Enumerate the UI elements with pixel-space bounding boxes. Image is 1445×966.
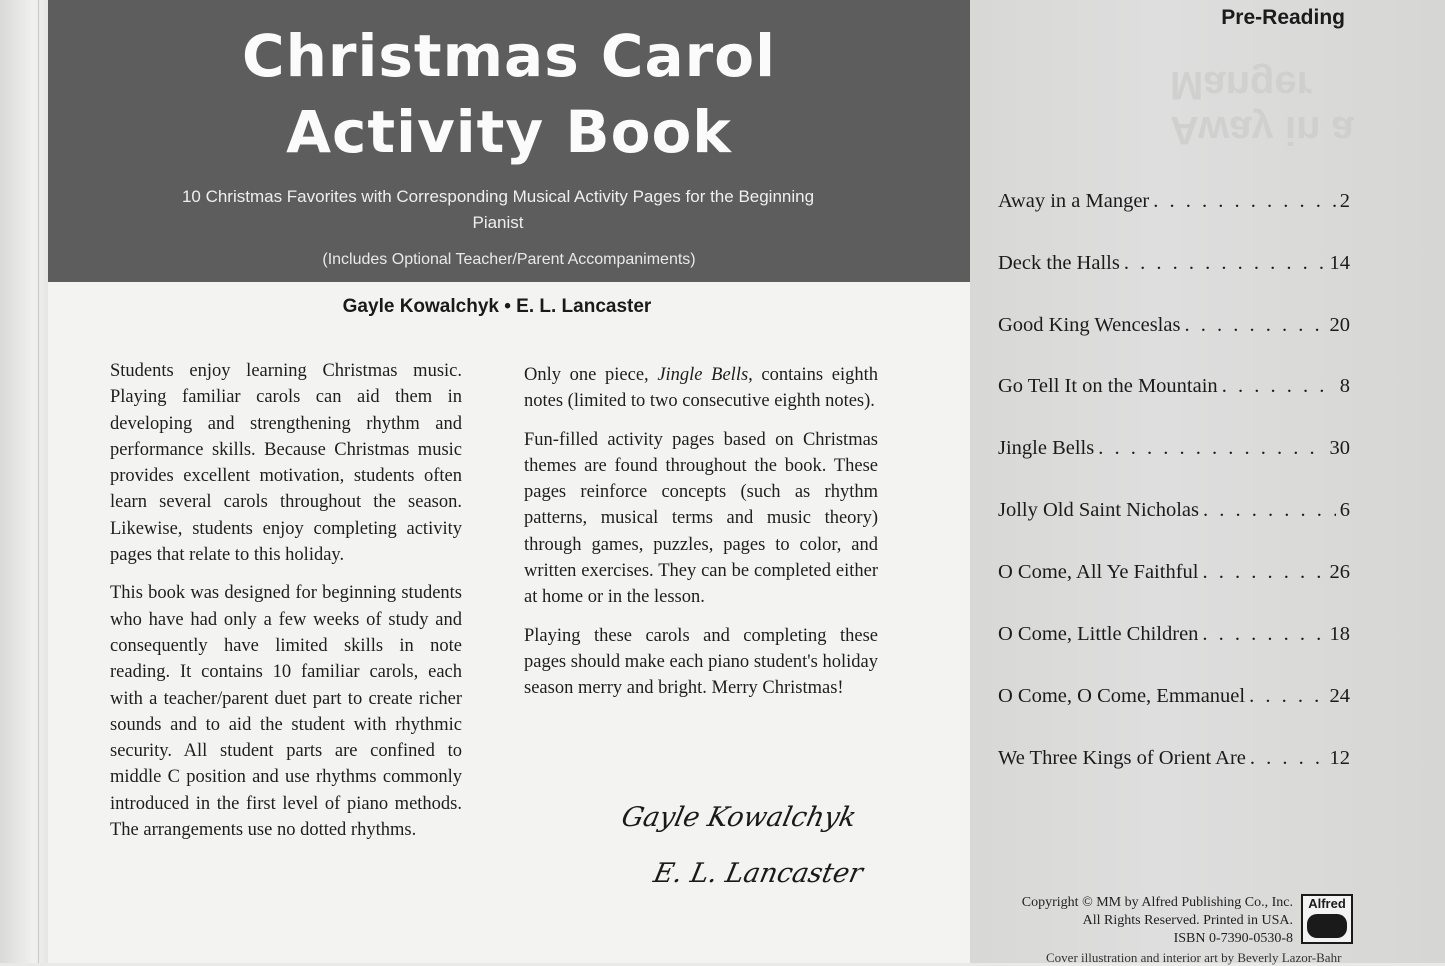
alfred-logo-icon bbox=[1301, 894, 1353, 944]
toc-title: Jolly Old Saint Nicholas bbox=[998, 499, 1200, 521]
toc-title: O Come, O Come, Emmanuel bbox=[998, 685, 1246, 707]
toc-page-number: 8 bbox=[1339, 375, 1350, 397]
toc-row[interactable] bbox=[998, 685, 1350, 715]
logo-mark bbox=[1307, 914, 1347, 938]
toc-row[interactable] bbox=[998, 252, 1350, 282]
toc-leader bbox=[1203, 499, 1336, 522]
binding-line bbox=[38, 0, 39, 963]
toc-title: Deck the Halls bbox=[998, 252, 1120, 274]
logo-wordmark: Alfred bbox=[1308, 896, 1346, 911]
authors: Gayle Kowalchyk • E. L. Lancaster bbox=[342, 296, 652, 317]
toc-page-number: 18 bbox=[1329, 623, 1350, 645]
signature-lancaster: E. L. Lancaster bbox=[650, 858, 866, 889]
toc-page-number: 30 bbox=[1329, 437, 1350, 459]
title-line-2: Activity Book bbox=[286, 98, 732, 166]
intro-paragraph-3 bbox=[524, 362, 878, 415]
includes-note: (Includes Optional Teacher/Parent Accompaniments) bbox=[322, 251, 696, 268]
toc-title: Jingle Bells bbox=[998, 437, 1095, 459]
toc-row[interactable] bbox=[998, 747, 1350, 777]
toc-page-number: 6 bbox=[1339, 499, 1350, 521]
toc-title: Away in a Manger bbox=[998, 190, 1150, 212]
copyright-line: Copyright © MM by Alfred Publishing Co., Inc. bbox=[1021, 895, 1293, 910]
toc-page-number: 12 bbox=[1329, 747, 1350, 769]
left-column bbox=[110, 358, 462, 855]
show-through-title: Away in a Manger bbox=[1170, 63, 1354, 152]
toc-leader bbox=[1153, 190, 1336, 213]
intro-paragraph-4: Fun-filled activity pages based on Christmas themes are found throughout the book. These pages reinforce concepts (such as rhythm patterns, musical terms and music theory) through games, puzzles, pages to color, and written exercises. They can be completed either at home or in the lesson. bbox=[524, 429, 878, 608]
subtitle: 10 Christmas Favorites with Corresponding Musical Activity Pages for the Beginning Pianist bbox=[181, 187, 815, 232]
signature-kowalchyk: Gayle Kowalchyk bbox=[618, 802, 860, 833]
title-banner bbox=[48, 0, 970, 282]
toc-leader bbox=[1202, 561, 1325, 584]
toc-leader bbox=[1124, 252, 1326, 275]
rights-line: All Rights Reserved. Printed in USA. bbox=[1082, 913, 1293, 928]
para-text: contains eighth notes (limited to two consecutive eighth notes). bbox=[524, 365, 878, 412]
toc-leader bbox=[1222, 375, 1336, 398]
toc-page-number: 20 bbox=[1329, 314, 1350, 336]
toc-leader bbox=[1202, 623, 1325, 646]
toc-title: O Come, All Ye Faithful bbox=[998, 561, 1199, 583]
toc-row[interactable] bbox=[998, 314, 1350, 344]
intro-paragraph-5: Playing these carols and completing these pages should make each piano student's holiday season merry and bright. Merry Christmas! bbox=[524, 625, 878, 699]
cover-credit: Cover illustration and interior art by Beverly Lazor-Bahr bbox=[1046, 950, 1342, 965]
toc-row[interactable] bbox=[998, 437, 1350, 467]
isbn: ISBN 0-7390-0530-8 bbox=[1173, 931, 1293, 946]
copyright-block bbox=[1022, 894, 1293, 948]
toc-page-number: 14 bbox=[1329, 252, 1350, 274]
jingle-bells-emphasis: Jingle Bells, bbox=[657, 365, 753, 385]
level-label: Pre-Reading bbox=[1221, 6, 1345, 29]
toc-leader bbox=[1249, 685, 1325, 708]
toc-row[interactable] bbox=[998, 561, 1350, 591]
toc-row[interactable] bbox=[998, 190, 1350, 220]
toc-title: We Three Kings of Orient Are bbox=[998, 747, 1246, 769]
intro-paragraph-1: Students enjoy learning Christmas music. Playing familiar carols can aid them in developing and strengthening rhythm and performance skills. Because Christmas music provides excellent motivation, students often learn several carols throughout the season. Likewise, students enjoy completing activity pages that relate to this holiday. bbox=[110, 361, 462, 566]
binding-gutter bbox=[0, 0, 48, 963]
para-text: Only one piece, bbox=[524, 365, 658, 385]
toc-title: O Come, Little Children bbox=[998, 623, 1199, 645]
intro-paragraph-2: This book was designed for beginning students who have had only a few weeks of study and consequently have limited skills in note reading. It contains 10 familiar carols, each with a teacher/parent duet part to create richer sounds and to aid the student with rhythmic security. All student parts are confined to middle C position and use rhythms commonly introduced in the first level of piano methods. The arrangements use no dotted rhythms. bbox=[110, 583, 462, 841]
title-line-1: Christmas Carol bbox=[242, 22, 776, 90]
toc-page-number: 26 bbox=[1329, 561, 1350, 583]
toc-page-number: 24 bbox=[1329, 685, 1350, 707]
toc-page-number: 2 bbox=[1339, 190, 1350, 212]
toc-leader bbox=[1184, 314, 1325, 337]
left-page bbox=[48, 0, 970, 963]
toc-row[interactable] bbox=[998, 375, 1350, 405]
right-page bbox=[970, 0, 1445, 963]
toc-row[interactable] bbox=[998, 499, 1350, 529]
toc-title: Go Tell It on the Mountain bbox=[998, 375, 1218, 397]
toc-leader bbox=[1098, 437, 1325, 460]
toc-row[interactable] bbox=[998, 623, 1350, 653]
right-column bbox=[524, 362, 878, 714]
toc-leader bbox=[1250, 747, 1326, 770]
toc-title: Good King Wenceslas bbox=[998, 314, 1181, 336]
